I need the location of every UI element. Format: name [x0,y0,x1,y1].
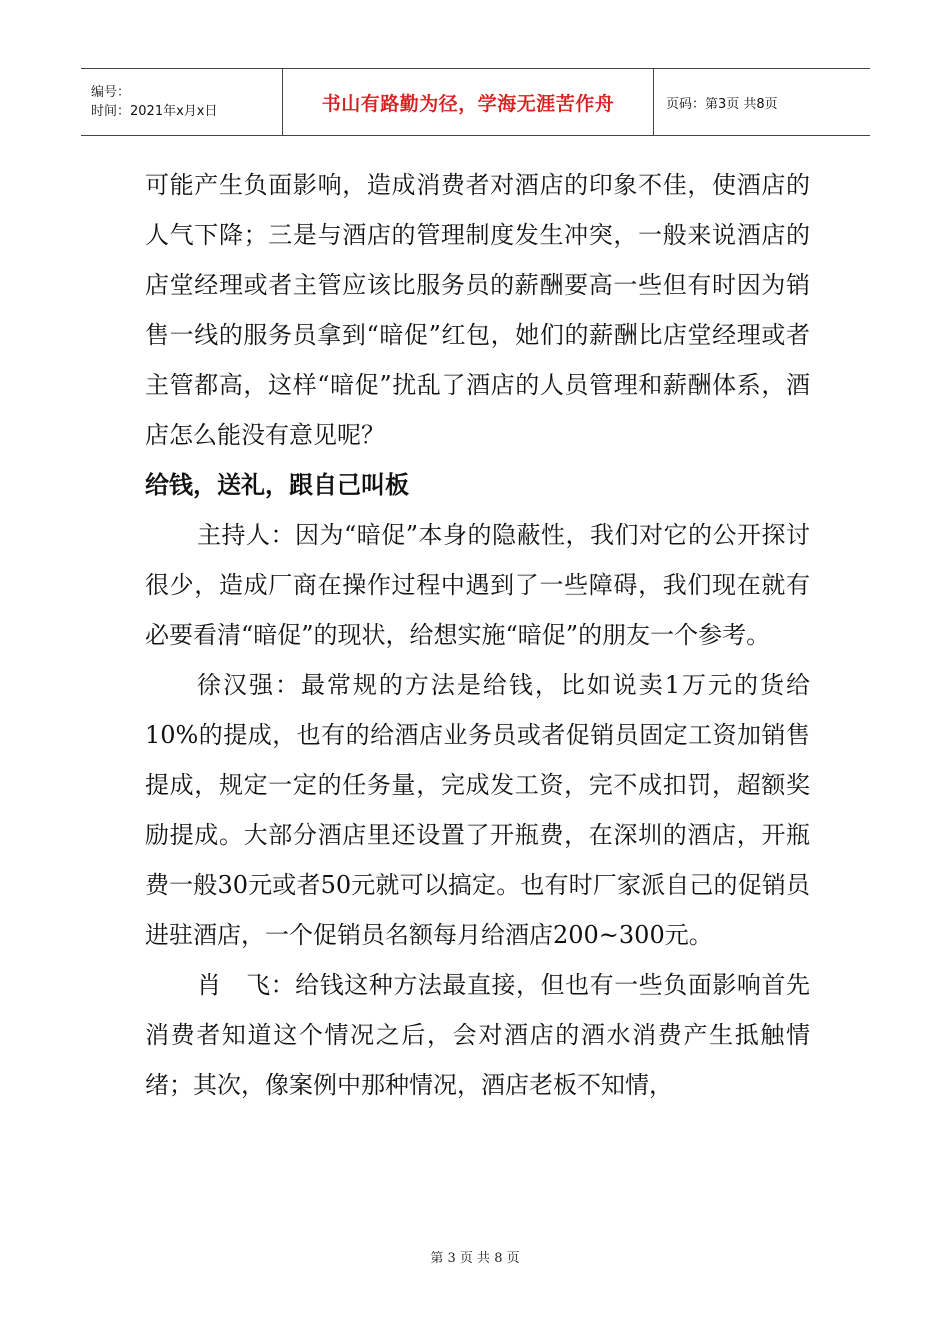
paragraph-1: 可能产生负面影响，造成消费者对酒店的印象不佳，使酒店的人气下降；三是与酒店的管理制度发生冲突，一般来说酒店的店堂经理或者主管应该比服务员的薪酬要高一些但有时因为销售一线的服务员拿到“暗促”红包，她们的薪酬比店堂经理或者主管都高，这样“暗促”扰乱了酒店的人员管理和薪酬体系，酒店怎么能没有意见呢？ [145,171,810,449]
header-meta [81,69,282,135]
header-motto: 书山有路勤为径，学海无涯苦作舟 [282,69,654,135]
document-body [145,160,810,1110]
page-header [81,68,870,136]
paragraph-2: 主持人：因为“暗促”本身的隐蔽性，我们对它的公开探讨很少，造成厂商在操作过程中遇到了一些障碍，我们现在就有必要看清“暗促”的现状，给想实施“暗促”的朋友一个参考。 [145,521,810,649]
page-footer: 第 3 页 共 8 页 [430,1251,520,1266]
number-label: 编号： [91,85,131,100]
paragraph-3: 徐汉强：最常规的方法是给钱，比如说卖1万元的货给10%的提成，也有的给酒店业务员或者促销员固定工资加销售提成，规定一定的任务量，完成发工资，完不成扣罚，超额奖励提成。大部分酒店里还设置了开瓶费，在深圳的酒店，开瓶费一般30元或者50元就可以搞定。也有时厂家派自己的促销员进驻酒店，一个促销员名额每月给酒店200~300元。 [145,671,810,949]
time-label: 时间：2021年x月x日 [91,104,218,119]
header-page-info: 页码：第3页 共8页 [666,96,778,112]
paragraph-4: 肖 飞：给钱这种方法最直接，但也有一些负面影响首先消费者知道这个情况之后，会对酒店的酒水消费产生抵触情绪；其次，像案例中那种情况，酒店老板不知情， [145,971,810,1099]
section-heading: 给钱，送礼，跟自己叫板 [145,471,409,499]
